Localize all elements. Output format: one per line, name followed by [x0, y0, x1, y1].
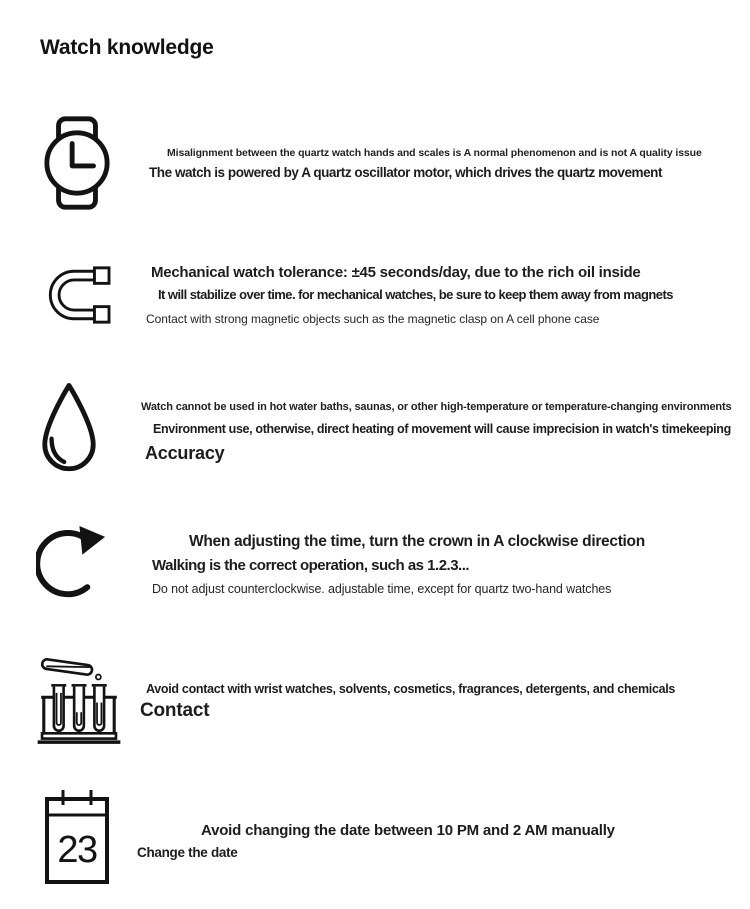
contact-heading: Contact: [140, 700, 210, 721]
walking-operation-line: Walking is the correct operation, such as 1.2.3...: [152, 557, 470, 574]
calendar-icon: [43, 788, 111, 885]
chemicals-warning-line: Avoid contact with wrist watches, solvents, cosmetics, fragrances, detergents, and chemicals: [146, 682, 676, 696]
water-drop-icon: [38, 380, 100, 480]
calendar-date-number: 23: [57, 829, 97, 871]
wristwatch-icon: [42, 115, 112, 211]
date-change-warning-line: Avoid changing the date between 10 PM and 2 AM manually: [201, 822, 615, 839]
magnet-warning-line: It will stabilize over time. for mechanical watches, be sure to keep them away from magnets: [158, 287, 673, 302]
magnet-contact-line: Contact with strong magnetic objects such as the magnetic clasp on A cell phone case: [146, 312, 600, 326]
clockwise-instruction-line: When adjusting the time, turn the crown in A clockwise direction: [189, 533, 645, 550]
test-tubes-icon: [35, 649, 123, 749]
quartz-movement-line: The watch is powered by A quartz oscillator motor, which drives the quartz movement: [149, 165, 663, 180]
clockwise-arrow-icon: [36, 522, 109, 603]
heating-warning-line: Environment use, otherwise, direct heating of movement will cause imprecision in watch's timekeeping: [153, 422, 731, 436]
counterclockwise-warning-line: Do not adjust counterclockwise. adjustable time, except for quartz two-hand watches: [152, 582, 612, 596]
tolerance-line: Mechanical watch tolerance: ±45 seconds/day, due to the rich oil inside: [151, 264, 641, 281]
page-title: Watch knowledge: [40, 36, 214, 59]
accuracy-heading: Accuracy: [145, 443, 225, 463]
magnet-icon: [39, 263, 115, 327]
temperature-warning-line: Watch cannot be used in hot water baths, saunas, or other high-temperature or temperature-changing environments: [141, 401, 732, 413]
quartz-misalignment-note: Misalignment between the quartz watch hands and scales is A normal phenomenon and is not A quality issue: [167, 147, 702, 159]
change-date-heading: Change the date: [137, 845, 238, 860]
